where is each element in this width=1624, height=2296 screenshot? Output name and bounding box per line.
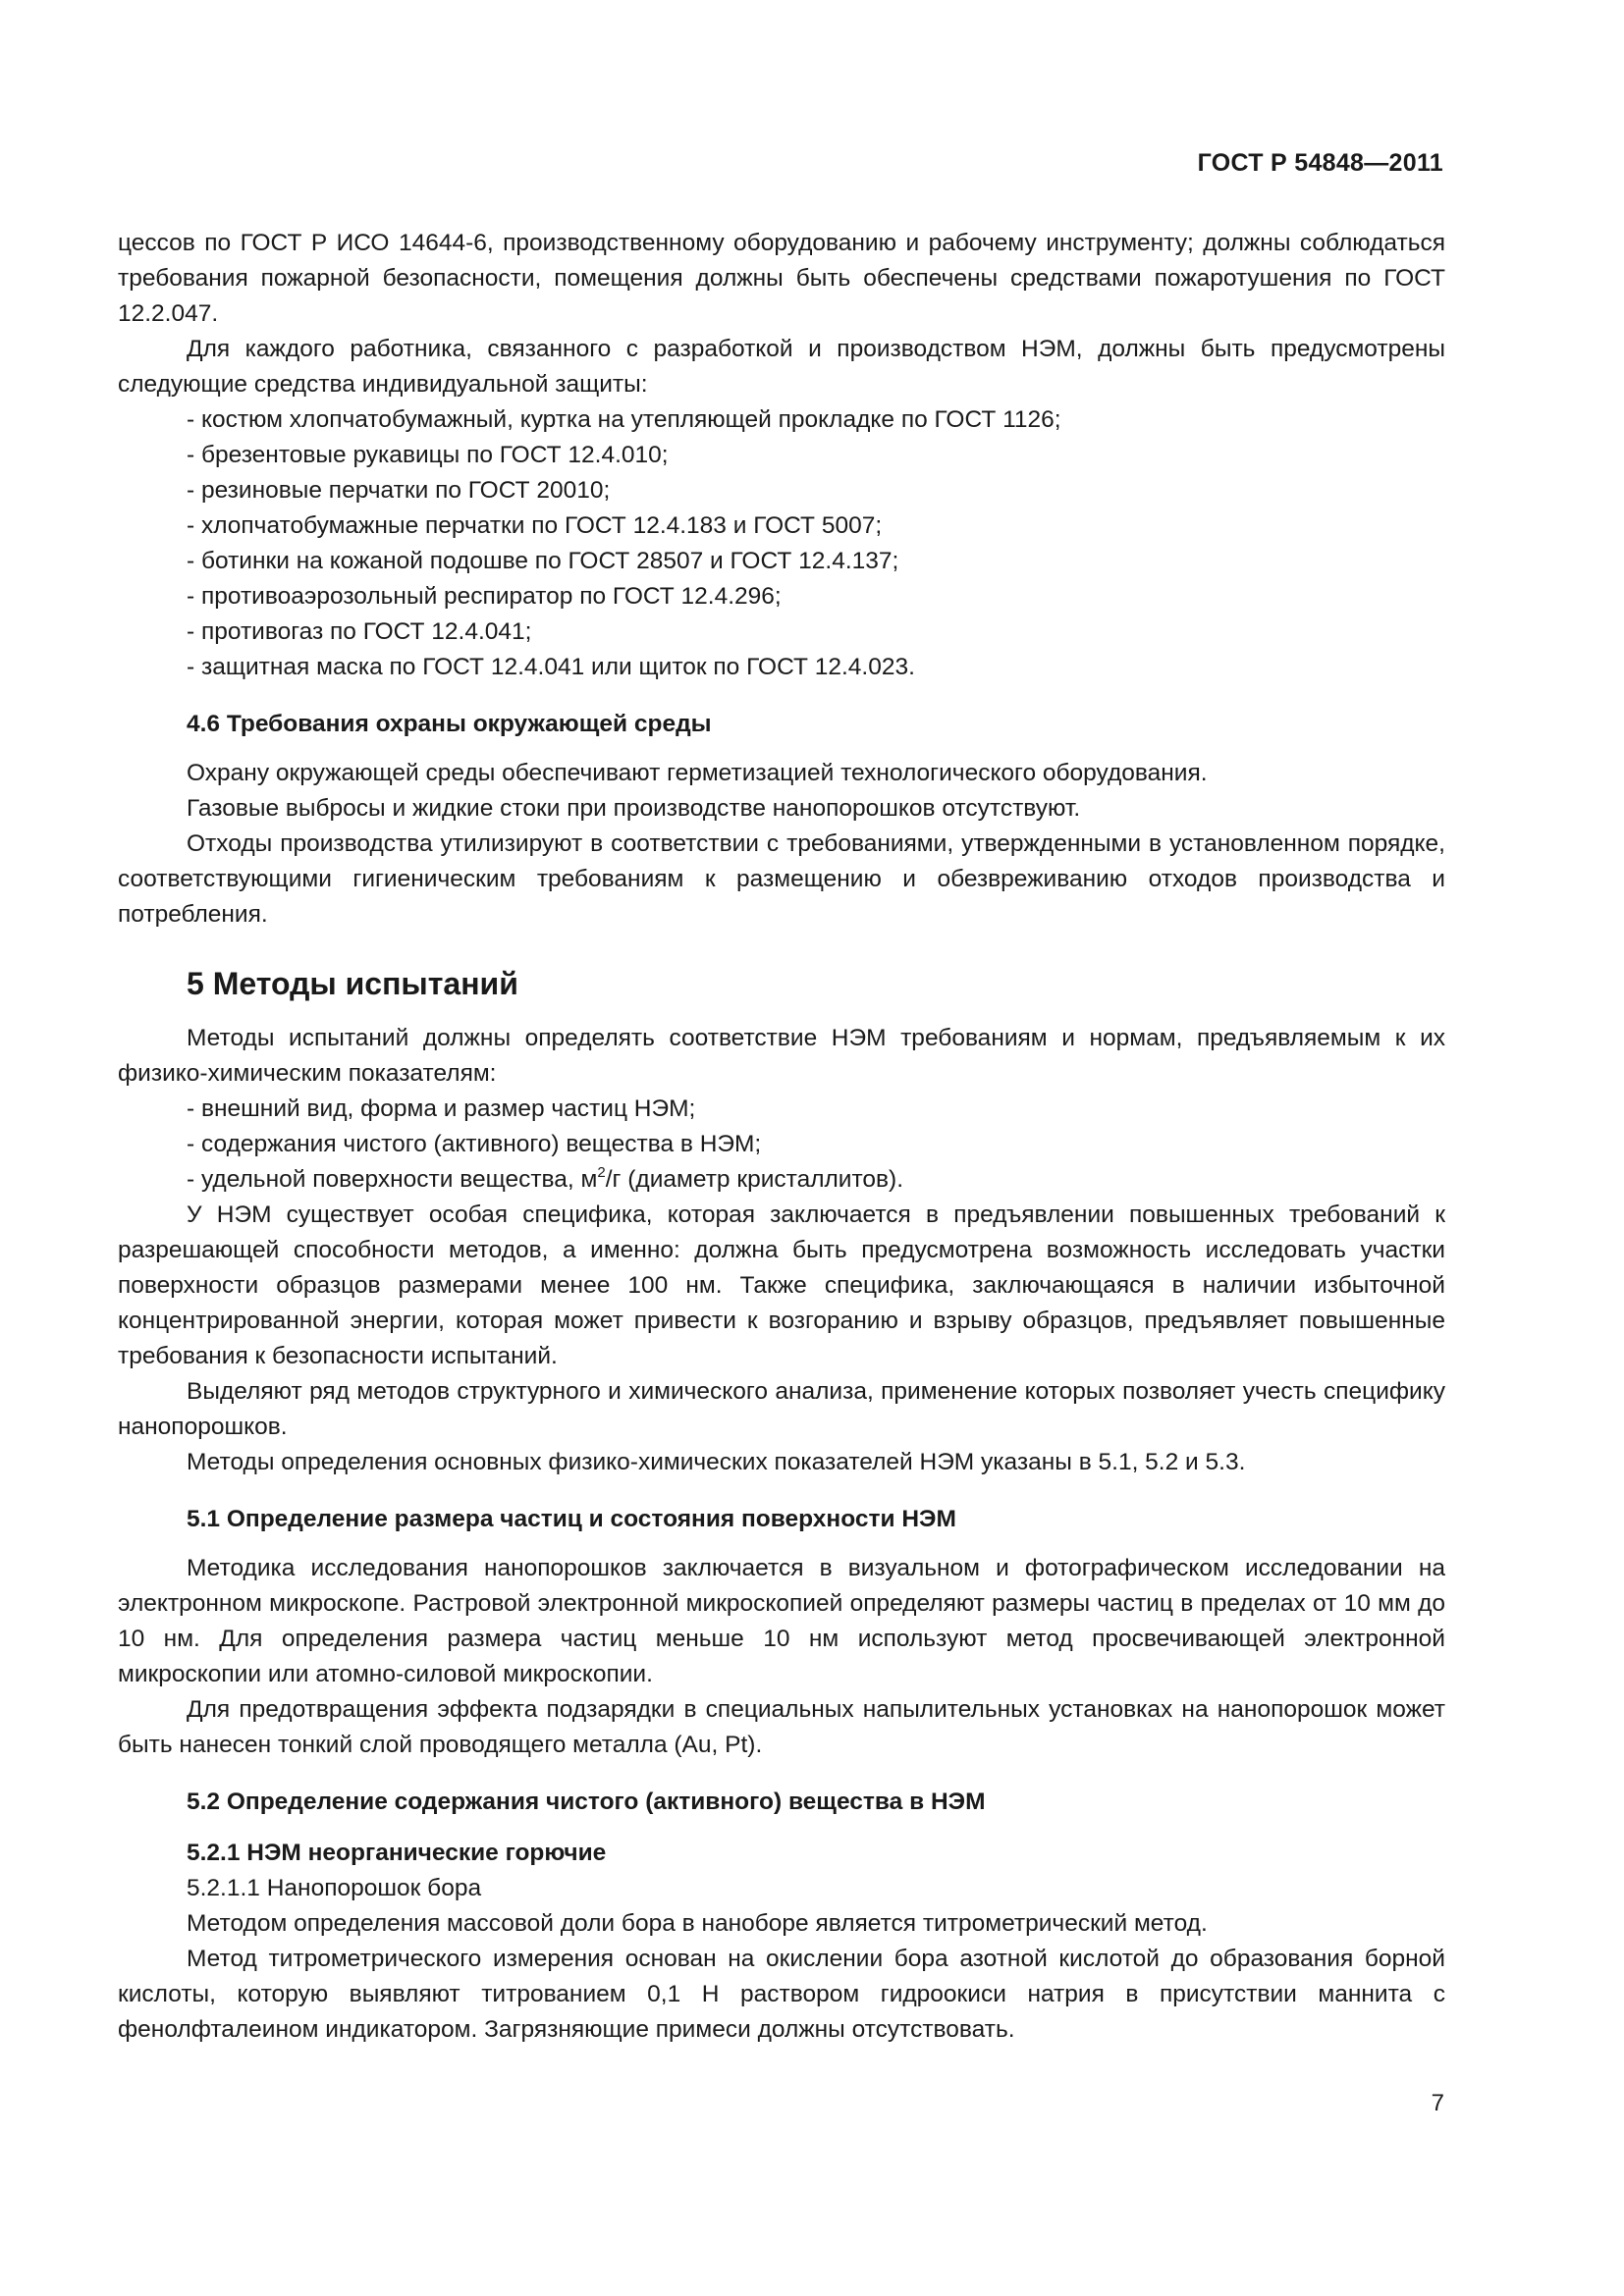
paragraph: Для предотвращения эффекта подзарядки в специальных напылительных установках на нанопорошок может быть нанесен тонкий слой проводящего металла (Au, Pt). — [118, 1696, 1445, 1758]
list-item: - костюм хлопчатобумажный, куртка на утепляющей прокладке по ГОСТ 1126; — [187, 406, 1061, 433]
list-item: - ботинки на кожаной подошве по ГОСТ 28507 и ГОСТ 12.4.137; — [187, 548, 899, 574]
item-heading-5-2-1-1: 5.2.1.1 Нанопорошок бора — [187, 1875, 482, 1901]
section-heading-5-1: 5.1 Определение размера частиц и состояния поверхности НЭМ — [187, 1506, 956, 1532]
section-heading-4-6: 4.6 Требования охраны окружающей среды — [187, 711, 712, 737]
paragraph: У НЭМ существует особая специфика, которая заключается в предъявлении повышенных требований к разрешающей способности методов, а именно: должна быть предусмотрена возможность исследовать участки поверхности образцов размерами менее 100 нм. Также специфика, заключающаяся в наличии избыточной концентрированной энергии, которая может привести к возгоранию и взрыву образцов, предъявляет повышенные требования к безопасности испытаний. — [118, 1201, 1445, 1369]
paragraph: Методом определения массовой доли бора в наноборе является титрометрический метод. — [187, 1910, 1208, 1937]
list-item: - содержания чистого (активного) вещества в НЭМ; — [187, 1131, 762, 1157]
paragraph: Отходы производства утилизируют в соответствии с требованиями, утвержденными в установленном порядке, соответствующими гигиеническим требованиям к размещению и обезвреживанию отходов производства и потребления. — [118, 830, 1445, 928]
paragraph: Для каждого работника, связанного с разработкой и производством НЭМ, должны быть предусмотрены следующие средства индивидуальной защиты: — [118, 336, 1445, 398]
section-heading-5-2: 5.2 Определение содержания чистого (активного) вещества в НЭМ — [187, 1789, 986, 1815]
list-item: - брезентовые рукавицы по ГОСТ 12.4.010; — [187, 442, 669, 468]
paragraph: Выделяют ряд методов структурного и химического анализа, применение которых позволяет учесть специфику нанопорошков. — [118, 1378, 1445, 1440]
list-item-text: - удельной поверхности вещества, м — [187, 1166, 598, 1193]
page-content — [118, 226, 1445, 2048]
paragraph: Методика исследования нанопорошков заключается в визуальном и фотографическом исследовании на электронном микроскопе. Растровой электронной микроскопией определяют размеры частиц в пределах от 10 мм до 10 нм. Для определения размера частиц меньше 10 нм используют метод просвечивающей электронной микроскопии или атомно-силовой микроскопии. — [118, 1555, 1445, 1687]
paragraph: Методы испытаний должны определять соответствие НЭМ требованиям и нормам, предъявляемым к их физико-химическим показателям: — [118, 1025, 1445, 1087]
paragraph: Газовые выбросы и жидкие стоки при производстве нанопорошков отсутствуют. — [187, 795, 1081, 822]
list-item: - защитная маска по ГОСТ 12.4.041 или щиток по ГОСТ 12.4.023. — [187, 654, 915, 680]
superscript: 2 — [597, 1164, 606, 1181]
paragraph: Метод титрометрического измерения основан на окислении бора азотной кислотой до образования борной кислоты, которую выявляют титрованием 0,1 Н раствором гидроокиси натрия в присутствии маннита с фенолфталеином индикатором. Загрязняющие примеси должны отсутствовать. — [118, 1946, 1445, 2043]
list-item: - внешний вид, форма и размер частиц НЭМ; — [187, 1095, 696, 1122]
list-item: - противогаз по ГОСТ 12.4.041; — [187, 618, 532, 645]
page-number: 7 — [1431, 2090, 1444, 2116]
list-item — [118, 1162, 1445, 1198]
paragraph: Охрану окружающей среды обеспечивают герметизацией технологического оборудования. — [187, 760, 1208, 786]
list-item: - хлопчатобумажные перчатки по ГОСТ 12.4.183 и ГОСТ 5007; — [187, 512, 883, 539]
paragraph: Методы определения основных физико-химических показателей НЭМ указаны в 5.1, 5.2 и 5.3. — [187, 1449, 1246, 1475]
list-item: - резиновые перчатки по ГОСТ 20010; — [187, 477, 611, 504]
list-item-text: /г (диаметр кристаллитов). — [605, 1166, 904, 1193]
standard-header: ГОСТ Р 54848—2011 — [1197, 149, 1443, 177]
list-item: - противоаэрозольный респиратор по ГОСТ 12.4.296; — [187, 583, 782, 610]
section-heading-5: 5 Методы испытаний — [187, 966, 518, 1001]
section-heading-5-2-1: 5.2.1 НЭМ неорганические горючие — [187, 1840, 607, 1866]
paragraph: цессов по ГОСТ Р ИСО 14644-6, производственному оборудованию и рабочему инструменту; должны соблюдаться требования пожарной безопасности, помещения должны быть обеспечены средствами пожаротушения по ГОСТ 12.2.047. — [118, 230, 1445, 327]
